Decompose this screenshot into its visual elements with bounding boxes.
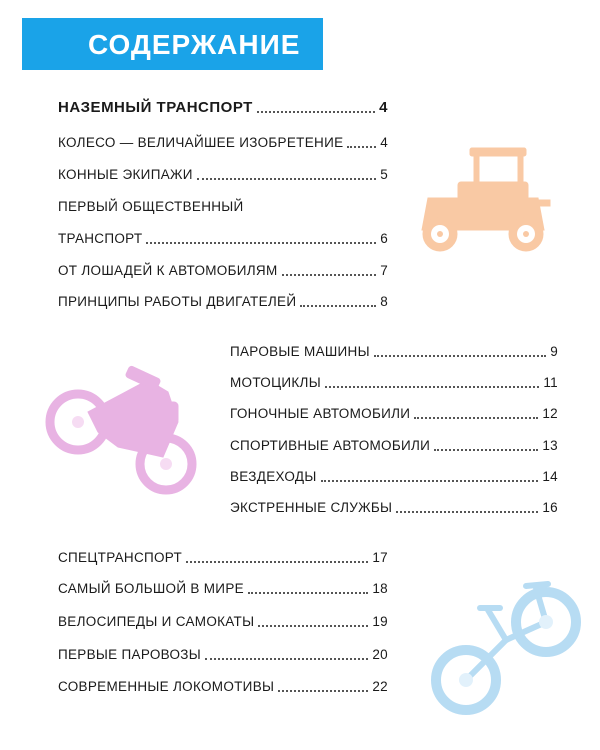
toc-entry-title: САМЫЙ БОЛЬШОЙ В МИРЕ xyxy=(58,581,244,596)
toc-entry xyxy=(230,374,558,392)
leader-dots xyxy=(282,274,377,276)
leader-dots xyxy=(186,561,368,563)
leader-dots xyxy=(347,146,376,148)
toc-entry xyxy=(230,468,558,486)
toc-entry xyxy=(58,134,388,152)
leader-dots xyxy=(325,386,539,388)
toc-entry xyxy=(58,613,388,631)
toc-entry-page: 20 xyxy=(372,647,388,662)
toc-entry-title: ПЕРВЫЙ ОБЩЕСТВЕННЫЙ xyxy=(58,199,244,214)
bicycle-icon xyxy=(418,570,588,720)
toc-entry-title: СОВРЕМЕННЫЕ ЛОКОМОТИВЫ xyxy=(58,679,275,694)
toc-entry-page: 12 xyxy=(542,406,558,421)
toc-entry xyxy=(230,437,558,455)
vintage-car-icon xyxy=(408,140,558,255)
toc-entry-page: 17 xyxy=(372,550,388,565)
leader-dots xyxy=(248,592,368,594)
toc-entry-title: ВЕЛОСИПЕДЫ И САМОКАТЫ xyxy=(58,614,255,629)
toc-entry-page: 4 xyxy=(379,99,388,116)
toc-entry-page: 18 xyxy=(372,581,388,596)
toc-entry-title: СПОРТИВНЫЕ АВТОМОБИЛИ xyxy=(230,438,431,453)
leader-dots xyxy=(434,449,538,451)
leader-dots xyxy=(300,305,376,307)
toc-entry-page: 6 xyxy=(380,231,388,246)
toc-entry-title: ТРАНСПОРТ xyxy=(58,231,143,246)
toc-entry-page: 5 xyxy=(380,167,388,182)
toc-entry-page: 16 xyxy=(542,500,558,515)
leader-dots xyxy=(414,417,538,419)
toc-entry-page: 19 xyxy=(372,614,388,629)
toc-entry xyxy=(58,678,388,696)
toc-entry-title: ПРИНЦИПЫ РАБОТЫ ДВИГАТЕЛЕЙ xyxy=(58,294,297,309)
toc-entry-title: КОЛЕСО — ВЕЛИЧАЙШЕЕ ИЗОБРЕТЕНИЕ xyxy=(58,135,344,150)
toc-entry-page: 13 xyxy=(542,438,558,453)
toc-entry-title: СПЕЦТРАНСПОРТ xyxy=(58,550,183,565)
toc-entry-page: 7 xyxy=(380,263,388,278)
leader-dots xyxy=(205,658,368,660)
motorcycle-icon xyxy=(38,362,208,497)
toc-entry xyxy=(58,549,388,567)
toc-entry-title: ОТ ЛОШАДЕЙ К АВТОМОБИЛЯМ xyxy=(58,263,278,278)
toc-entry-title: КОННЫЕ ЭКИПАЖИ xyxy=(58,167,193,182)
toc-entry-page: 4 xyxy=(380,135,388,150)
toc-entry-title: ЭКСТРЕННЫЕ СЛУЖБЫ xyxy=(230,500,393,515)
toc-entry-page: 8 xyxy=(380,294,388,309)
toc-entry xyxy=(58,166,388,184)
toc-entry-title: ВЕЗДЕХОДЫ xyxy=(230,469,317,484)
toc-entry xyxy=(58,580,388,598)
toc-entry-title: ГОНОЧНЫЕ АВТОМОБИЛИ xyxy=(230,406,411,421)
toc-entry-page: 9 xyxy=(550,344,558,359)
leader-dots xyxy=(374,355,546,357)
toc-entry-title: МОТОЦИКЛЫ xyxy=(230,375,321,390)
toc-entry xyxy=(58,646,388,664)
leader-dots xyxy=(197,178,376,180)
leader-dots xyxy=(321,480,539,482)
toc-entry xyxy=(58,262,388,280)
toc-entry xyxy=(230,405,558,423)
toc-entry-page: 22 xyxy=(372,679,388,694)
leader-dots xyxy=(146,242,376,244)
leader-dots xyxy=(396,511,538,513)
toc-entry-title: ПЕРВЫЕ ПАРОВОЗЫ xyxy=(58,647,202,662)
leader-dots xyxy=(257,111,375,113)
toc-entry xyxy=(58,230,388,248)
toc-entry-page: 11 xyxy=(543,375,558,390)
toc-entry xyxy=(58,293,388,311)
leader-dots xyxy=(258,625,368,627)
toc-entry-page: 14 xyxy=(542,469,558,484)
toc-entry-title: НАЗЕМНЫЙ ТРАНСПОРТ xyxy=(58,99,253,116)
toc-entry xyxy=(230,499,558,517)
header-banner xyxy=(22,18,323,70)
page-title: СОДЕРЖАНИЕ xyxy=(88,29,301,60)
toc-entry-title: ПАРОВЫЕ МАШИНЫ xyxy=(230,344,370,359)
toc-entry xyxy=(230,343,558,361)
toc-entry xyxy=(58,99,388,117)
leader-dots xyxy=(278,690,368,692)
